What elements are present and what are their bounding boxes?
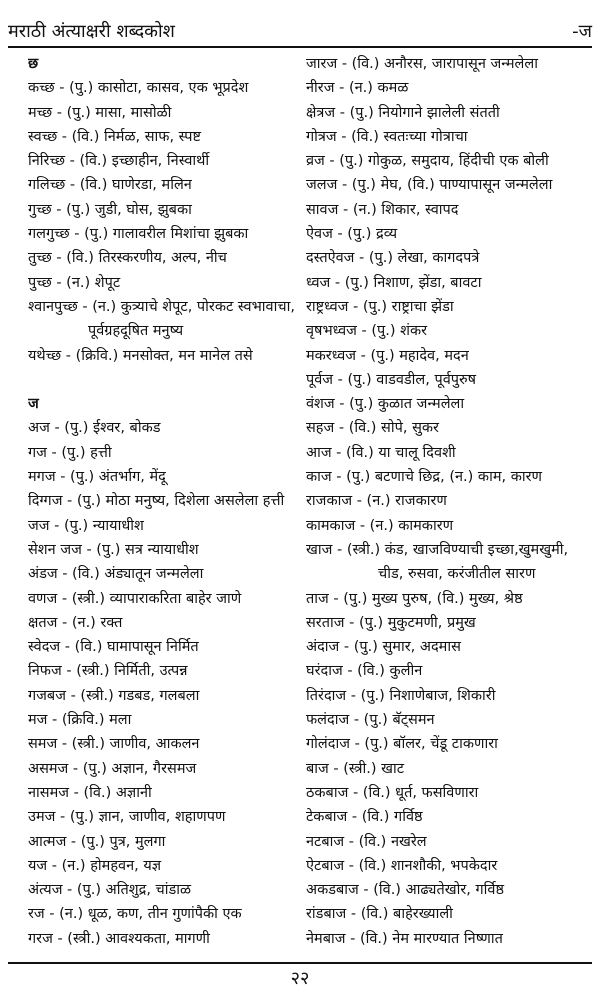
dictionary-entry: राष्ट्रध्वज - (पु.) राष्ट्राचा झेंडा <box>306 298 454 315</box>
dictionary-entry: जारज - (वि.) अनौरस, जारापासून जन्मलेला <box>306 56 538 72</box>
right-column <box>306 52 596 951</box>
dictionary-entry: गरज - (स्त्री.) आवश्यकता, मागणी <box>28 930 210 947</box>
entry-continuation: चीड, रुसवा, करंजीतील सारण <box>378 566 536 583</box>
dictionary-entry: घरंदाज - (वि.) कुलीन <box>306 663 423 680</box>
dictionary-entry: फलंदाज - (पु.) बॅट्समन <box>306 712 435 729</box>
dictionary-entry: सेशन जज - (पु.) सत्र न्यायाधीश <box>28 541 199 558</box>
dictionary-entry: तिरंदाज - (पु.) निशाणेबाज, शिकारी <box>306 687 496 704</box>
dictionary-entry: गजबज - (स्त्री.) गडबड, गलबला <box>28 687 200 704</box>
dictionary-entry: तुच्छ - (वि.) तिरस्करणीय, अल्प, नीच <box>28 250 227 267</box>
dictionary-entry: निरिच्छ - (वि.) इच्छाहीन, निस्वार्थी <box>28 153 210 170</box>
section-marker: -ज <box>572 21 592 42</box>
dictionary-entry: ठकबाज - (वि.) धूर्त, फसविणारा <box>306 784 479 801</box>
dictionary-entry: ध्वज - (पु.) निशाण, झेंडा, बावटा <box>306 274 482 291</box>
dictionary-entry: सहज - (वि.) सोपे, सुकर <box>306 420 439 437</box>
dictionary-entry: गलगुच्छ - (पु.) गालावरील मिशांचा झुबका <box>28 226 249 243</box>
dictionary-entry: ऐटबाज - (वि.) शानशौकी, भपकेदार <box>306 857 498 874</box>
dictionary-entry: आत्मज - (पु.) पुत्र, मुलगा <box>28 833 166 850</box>
dictionary-entry: कच्छ - (पु.) कासोटा, कासव, एक भूप्रदेश <box>28 80 249 97</box>
dictionary-entry: वृषभध्वज - (पु.) शंकर <box>306 323 428 340</box>
running-header <box>8 18 592 44</box>
dictionary-entry: श्वानपुच्छ - (न.) कुत्र्याचे शेपूट, पोरकट स्वभावाचा, <box>28 298 295 315</box>
dictionary-entry: जज - (पु.) न्यायाधीश <box>28 517 144 534</box>
dictionary-entry: सरताज - (पु.) मुकुटमणी, प्रमुख <box>306 614 476 631</box>
dictionary-entry: अंदाज - (पु.) सुमार, अदमास <box>306 639 461 656</box>
dictionary-entry: मच्छ - (पु.) मासा, मासोळी <box>28 104 172 121</box>
dictionary-entry: असमज - (पु.) अज्ञान, गैरसमज <box>28 760 197 777</box>
dictionary-entry: सावज - (न.) शिकार, स्वापद <box>306 201 459 218</box>
dictionary-entry: गोत्रज - (वि.) स्वतःच्या गोत्राचा <box>306 128 468 145</box>
header-rule <box>8 46 592 48</box>
dictionary-entry: राजकाज - (न.) राजकारण <box>306 493 447 510</box>
dictionary-entry: क्षतज - (न.) रक्त <box>28 614 123 631</box>
dictionary-entry: गुच्छ - (पु.) जुडी, घोस, झुबका <box>28 201 192 218</box>
dictionary-entry: मज - (क्रिवि.) मला <box>28 712 132 729</box>
dictionary-entry: अंत्यज - (पु.) अतिशुद्र, चांडाळ <box>28 882 192 899</box>
dictionary-entry: मकरध्वज - (पु.) महादेव, मदन <box>306 347 469 364</box>
dictionary-entry: गलिच्छ - (वि.) घाणेरडा, मलिन <box>28 177 192 194</box>
spacer <box>28 368 298 392</box>
dictionary-entry: स्वेदज - (वि.) घामापासून निर्मित <box>28 639 199 656</box>
entry-continuation: पूर्वग्रहदूषित मनुष्य <box>88 323 184 340</box>
dictionary-entry: बाज - (स्त्री.) खाट <box>306 760 405 777</box>
dictionary-entry: आज - (वि.) या चालू दिवशी <box>306 444 456 461</box>
dictionary-entry: कामकाज - (न.) कामकारण <box>306 517 454 534</box>
dictionary-entry: ऐवज - (पु.) द्रव्य <box>306 226 398 243</box>
dictionary-entry: मगज - (पु.) अंतर्भाग, मेंदू <box>28 469 166 486</box>
dictionary-entry: रज - (न.) धूळ, कण, तीन गुणांपैकी एक <box>28 906 242 923</box>
section-heading: छ <box>28 56 39 72</box>
dictionary-entry: अंडज - (वि.) अंड्यातून जन्मलेला <box>28 566 204 583</box>
dictionary-entry: यथेच्छ - (क्रिवि.) मनसोक्त, मन मानेल तसे <box>28 347 253 364</box>
dictionary-entry: खाज - (स्त्री.) कंड, खाजविण्याची इच्छा,खुमखुमी, <box>306 541 569 558</box>
dictionary-entry: उमज - (पु.) ज्ञान, जाणीव, शहाणपण <box>28 809 226 826</box>
book-title: मराठी अंत्याक्षरी शब्दकोश <box>8 21 175 42</box>
dictionary-entry: वणज - (स्त्री.) व्यापाराकरिता बाहेर जाणे <box>28 590 242 607</box>
dictionary-entry: जलज - (पु.) मेघ, (वि.) पाण्यापासून जन्मलेला <box>306 177 553 194</box>
left-column <box>28 52 298 951</box>
dictionary-entry: यज - (न.) होमहवन, यज्ञ <box>28 857 162 874</box>
dictionary-entry: ताज - (पु.) मुख्य पुरुष, (वि.) मुख्य, श्रेष्ठ <box>306 590 523 607</box>
footer-rule <box>8 962 592 964</box>
dictionary-entry: नटबाज - (वि.) नखरेल <box>306 833 427 850</box>
dictionary-entry: व्रज - (पु.) गोकुळ, समुदाय, हिंदीची एक बोली <box>306 153 549 170</box>
dictionary-entry: वंशज - (पु.) कुळात जन्मलेला <box>306 396 465 413</box>
dictionary-entry: क्षेत्रज - (पु.) नियोगाने झालेली संतती <box>306 104 500 121</box>
dictionary-entry: नीरज - (न.) कमळ <box>306 80 409 97</box>
dictionary-entry: अकडबाज - (वि.) आढ्यतेखोर, गर्विष्ठ <box>306 882 505 899</box>
dictionary-entry: पुच्छ - (न.) शेपूट <box>28 274 121 291</box>
section-heading: ज <box>28 396 39 413</box>
dictionary-entry: नासमज - (वि.) अज्ञानी <box>28 784 152 801</box>
page-number: २२ <box>290 968 310 989</box>
dictionary-entry: टेकबाज - (वि.) गर्विष्ठ <box>306 809 423 826</box>
dictionary-entry: नेमबाज - (वि.) नेम मारण्यात निष्णात <box>306 930 503 947</box>
dictionary-entry: निफज - (स्त्री.) निर्मिती, उत्पन्न <box>28 663 188 680</box>
dictionary-entry: अज - (पु.) ईश्वर, बोकड <box>28 420 161 437</box>
dictionary-entry: गज - (पु.) हत्ती <box>28 444 112 461</box>
dictionary-entry: स्वच्छ - (वि.) निर्मळ, साफ, स्पष्ट <box>28 128 202 145</box>
dictionary-entry: काज - (पु.) बटणाचे छिद्र, (न.) काम, कारण <box>306 469 543 486</box>
dictionary-entry: समज - (स्त्री.) जाणीव, आकलन <box>28 736 200 753</box>
dictionary-entry: पूर्वज - (पु.) वाडवडील, पूर्वपुरुष <box>306 371 477 388</box>
dictionary-entry: दिग्गज - (पु.) मोठा मनुष्य, दिशेला असलेला हत्ती <box>28 493 285 510</box>
dictionary-entry: गोलंदाज - (पु.) बॉलर, चेंडू टाकणारा <box>306 736 498 753</box>
dictionary-entry: दस्तऐवज - (पु.) लेखा, कागदपत्रे <box>306 250 480 267</box>
dictionary-entry: रांडबाज - (वि.) बाहेरख्याली <box>306 906 453 923</box>
